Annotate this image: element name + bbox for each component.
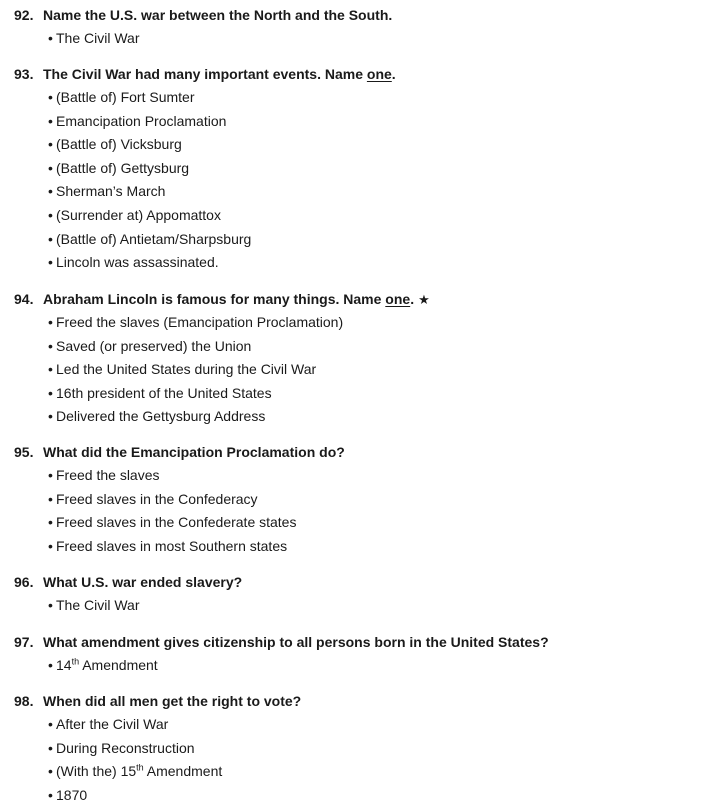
question-number: 98. [14, 693, 34, 709]
answer-item: • Freed slaves in the Confederacy [48, 488, 704, 512]
bullet-icon: • [48, 30, 53, 46]
question-92-heading [14, 4, 704, 27]
answer-item: • 16th president of the United States [48, 382, 704, 406]
bullet-icon: • [48, 314, 53, 330]
question-text: The Civil War had many important events. Name [43, 66, 367, 82]
bullet-icon: • [48, 384, 53, 401]
bullet-icon: • [48, 763, 53, 780]
answer-item: • Lincoln was assassinated. [48, 251, 704, 275]
answer-item: • Sherman’s March [48, 180, 704, 204]
answer-item: • (Surrender at) Appomattox [48, 204, 704, 228]
question-text: What amendment gives citizenship to all persons born in the United States? [43, 634, 549, 650]
answer-item: • (Battle of) Antietam/Sharpsburg [48, 228, 704, 252]
question-number: 92. [14, 7, 34, 23]
bullet-icon: • [48, 206, 53, 223]
answer-item: • Delivered the Gettysburg Address [48, 405, 704, 429]
answer-item: • Freed the slaves [48, 464, 704, 488]
question-text: Abraham Lincoln is famous for many things. Name [43, 291, 386, 307]
question-96 [14, 571, 704, 618]
bullet-icon: • [48, 537, 53, 554]
bullet-icon: • [48, 337, 53, 354]
answer-item: • After the Civil War [48, 713, 704, 737]
question-text: What did the Emancipation Proclamation do? [43, 444, 345, 460]
answer-item: • (Battle of) Fort Sumter [48, 86, 704, 110]
question-92 [14, 4, 704, 51]
bullet-icon: • [48, 597, 53, 613]
bullet-icon: • [48, 408, 53, 425]
underlined-word: one [385, 291, 411, 307]
question-97-heading [14, 631, 704, 654]
bullet-icon: • [48, 514, 53, 531]
question-95-heading [14, 441, 704, 464]
question-number: 96. [14, 574, 34, 590]
answer-item: • Led the United States during the Civil War [48, 358, 704, 382]
bullet-icon: • [48, 716, 53, 732]
question-text: What U.S. war ended slavery? [43, 574, 243, 590]
question-98-heading [14, 690, 704, 713]
question-94 [14, 288, 704, 429]
bullet-icon: • [48, 89, 53, 105]
answer-item: • 14th Amendment [48, 654, 704, 678]
bullet-icon: • [48, 657, 53, 673]
question-93-heading: 93. The Civil War had many important events. Name one. [14, 63, 704, 86]
question-98 [14, 690, 704, 807]
question-number: 97. [14, 634, 34, 650]
answer-item: • Saved (or preserved) the Union [48, 335, 704, 359]
bullet-icon: • [48, 467, 53, 483]
bullet-icon: • [48, 786, 53, 803]
bullet-icon: • [48, 739, 53, 756]
answer-item: • (With the) 15th Amendment [48, 760, 704, 784]
answer-item: • Freed slaves in most Southern states [48, 535, 704, 559]
star-icon: ★ [418, 292, 430, 307]
answer-item: • The Civil War [48, 27, 704, 51]
question-number: 93. [14, 66, 34, 82]
answer-item: • 1870 [48, 784, 704, 808]
question-95 [14, 441, 704, 558]
answer-item: • The Civil War [48, 594, 704, 618]
answer-item: • Freed the slaves (Emancipation Proclamation) [48, 311, 704, 335]
bullet-icon: • [48, 159, 53, 176]
bullet-icon: • [48, 490, 53, 507]
bullet-icon: • [48, 183, 53, 200]
answer-item: • Freed slaves in the Confederate states [48, 511, 704, 535]
question-number: 95. [14, 444, 34, 460]
question-96-heading [14, 571, 704, 594]
answer-item: • Emancipation Proclamation [48, 110, 704, 134]
question-text: Name the U.S. war between the North and the South. [43, 7, 393, 23]
question-97 [14, 631, 704, 678]
answer-item: • (Battle of) Gettysburg [48, 157, 704, 181]
answer-item: • (Battle of) Vicksburg [48, 133, 704, 157]
question-number: 94. [14, 291, 34, 307]
question-93 [14, 63, 704, 275]
bullet-icon: • [48, 254, 53, 271]
bullet-icon: • [48, 361, 53, 378]
question-text: When did all men get the right to vote? [43, 693, 302, 709]
answer-item: • During Reconstruction [48, 737, 704, 761]
underlined-word: one [366, 66, 392, 82]
bullet-icon: • [48, 230, 53, 247]
bullet-icon: • [48, 136, 53, 153]
question-94-heading: 94. Abraham Lincoln is famous for many things. Name one. ★ [14, 288, 704, 311]
bullet-icon: • [48, 112, 53, 129]
